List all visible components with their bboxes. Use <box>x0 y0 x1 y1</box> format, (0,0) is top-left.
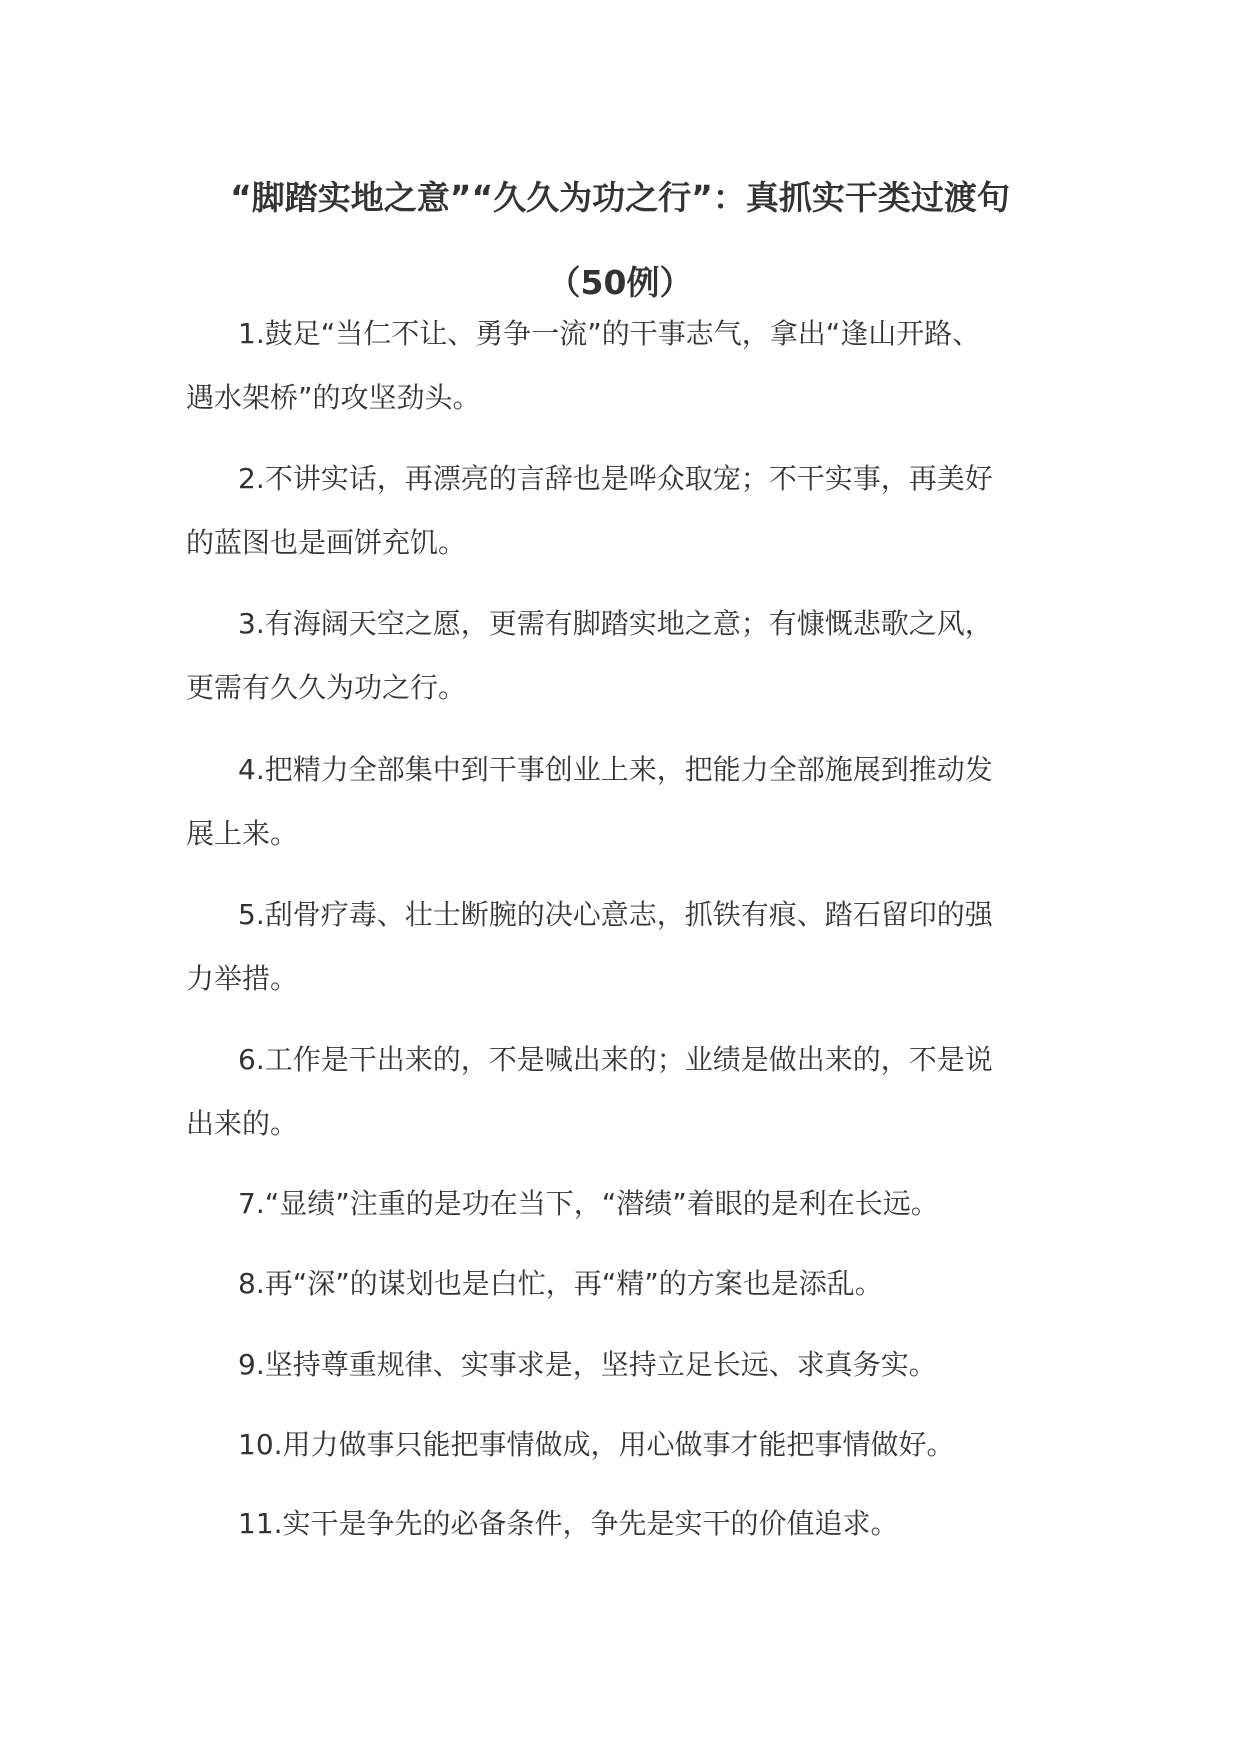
list-item-text: 10.用力做事只能把事情做成，用心做事才能把事情做好。 <box>238 1428 955 1461</box>
list-item-text: 4.把精力全部集中到干事创业上来，把能力全部施展到推动发 <box>238 753 993 786</box>
list-item-text-continued: 更需有久久为功之行。 <box>186 671 467 704</box>
list-item <box>186 1172 1066 1236</box>
list-item <box>186 883 1066 1011</box>
list-item-text: 7.“显绩”注重的是功在当下，“潜绩”着眼的是利在长远。 <box>238 1187 939 1220</box>
list-item-text: 11.实干是争先的必备条件，争先是实干的价值追求。 <box>238 1507 899 1540</box>
list-item-text-continued: 出来的。 <box>186 1107 299 1140</box>
document-subtitle: （50例） <box>547 263 693 302</box>
list-item-text: 8.再“深”的谋划也是白忙，再“精”的方案也是添乱。 <box>238 1267 883 1300</box>
list-item <box>186 302 1066 430</box>
list-item <box>186 1028 1066 1156</box>
list-item <box>186 1492 1066 1556</box>
list-item-text: 9.坚持尊重规律、实事求是，坚持立足长远、求真务实。 <box>238 1348 937 1381</box>
list-item <box>186 1252 1066 1316</box>
list-item-text-continued: 遇水架桥”的攻坚劲头。 <box>186 381 481 414</box>
list-item <box>186 1333 1066 1397</box>
list-item-text: 6.工作是干出来的，不是喊出来的；业绩是做出来的，不是说 <box>238 1043 993 1076</box>
list-item <box>186 738 1066 866</box>
list-item-text: 5.刮骨疗毒、壮士断腕的决心意志，抓铁有痕、踏石留印的强 <box>238 898 993 931</box>
list-item <box>186 447 1066 575</box>
list-item <box>186 1413 1066 1477</box>
list-item-text: 2.不讲实话，再漂亮的言辞也是哗众取宠；不干实事，再美好 <box>238 462 993 495</box>
list-item <box>186 592 1066 720</box>
list-item-text-continued: 力举措。 <box>186 962 299 995</box>
list-item-text: 3.有海阔天空之愿，更需有脚踏实地之意；有慷慨悲歌之风， <box>238 607 993 640</box>
list-item-text: 1.鼓足“当仁不让、勇争一流”的干事志气，拿出“逢山开路、 <box>238 317 981 350</box>
list-item-text-continued: 的蓝图也是画饼充饥。 <box>186 526 467 559</box>
document-title: “脚踏实地之意”“久久为功之行”：真抓实干类过渡句 <box>230 178 1010 217</box>
list-item-text-continued: 展上来。 <box>186 817 299 850</box>
